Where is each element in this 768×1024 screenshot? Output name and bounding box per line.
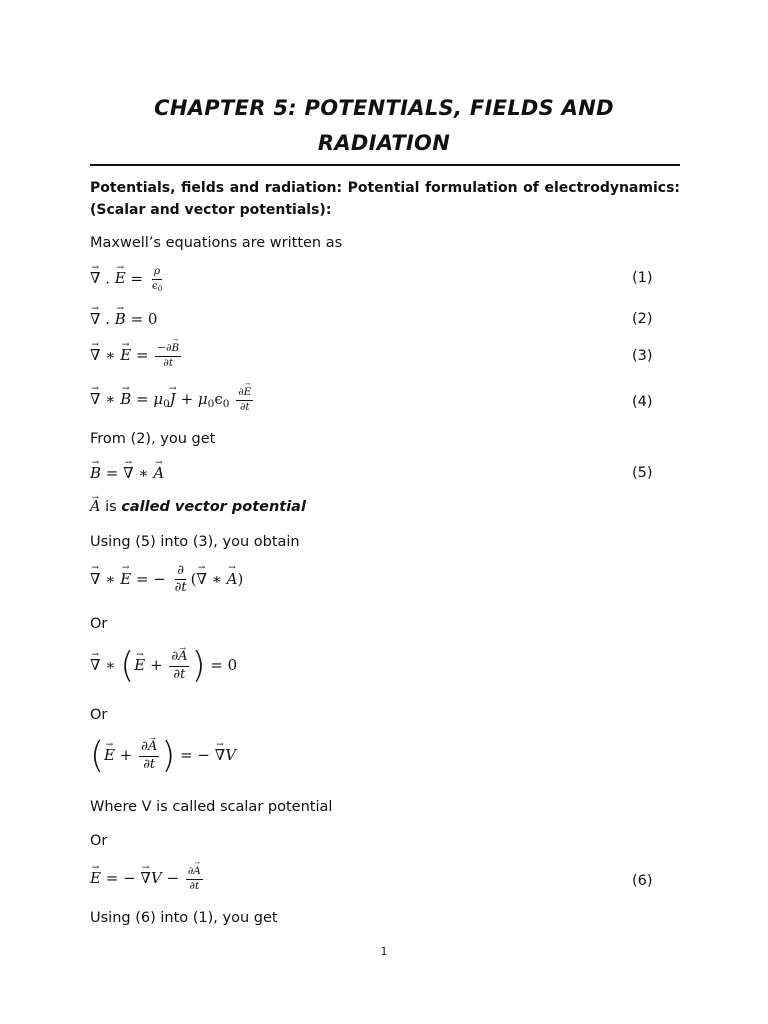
vector-potential-prefix: is bbox=[105, 499, 117, 515]
using-6-into-1-text: Using (6) into (1), you get bbox=[90, 910, 278, 926]
page-number: 1 bbox=[380, 945, 388, 958]
equation-curl-e-derivation: ∇ → ∗ E → = − $\frac{\partial}{\partial t}$ (∇ → ∗ A →) bbox=[90, 564, 243, 596]
vector-potential-definition: A → is called vector potential bbox=[90, 499, 306, 515]
section-heading-line-2: (Scalar and vector potentials): bbox=[90, 202, 332, 218]
equation-number-3: (3) bbox=[632, 348, 653, 364]
title-underline bbox=[90, 164, 680, 166]
maxwell-intro-text: Maxwell’s equations are written as bbox=[90, 235, 343, 251]
vector-potential-label: called vector potential bbox=[121, 499, 306, 515]
scalar-potential-text: Where V is called scalar potential bbox=[90, 799, 333, 815]
chapter-title-line-2: RADIATION bbox=[317, 131, 451, 155]
equation-number-4: (4) bbox=[632, 394, 653, 410]
using-5-into-3-text: Using (5) into (3), you obtain bbox=[90, 534, 300, 550]
equation-6: E → = − ∇ →V − $\frac{\partial A \to}{\partial t}$ bbox=[90, 866, 205, 892]
equation-gradient-v: (E → + $\frac{\partial A \to}{\partial t}$ ) = − ∇ →V bbox=[90, 738, 236, 774]
equation-curl-sum-zero: ∇ → ∗ (E → + $\frac{\partial A \to}{\partial t}$ ) = 0 bbox=[90, 648, 237, 684]
section-heading-line-1: Potentials, fields and radiation: Potential formulation of electrodynamics: bbox=[90, 180, 680, 196]
from-2-text: From (2), you get bbox=[90, 431, 216, 447]
or-text-3: Or bbox=[90, 833, 108, 849]
equation-number-6: (6) bbox=[632, 873, 653, 889]
equation-number-5: (5) bbox=[632, 465, 653, 481]
equation-4: ∇ → ∗ B → = $\mu_0J$ → + $\mu_0\epsilon_0$ $\frac{\partial E \to}{\partial t}$ bbox=[90, 387, 255, 413]
equation-3: ∇ → ∗ E → = $\frac{-\partial B \to}{\partial t}$ bbox=[90, 343, 183, 369]
or-text-1: Or bbox=[90, 616, 108, 632]
equation-number-2: (2) bbox=[632, 311, 653, 327]
chapter-title-line-1: CHAPTER 5: POTENTIALS, FIELDS AND bbox=[154, 96, 614, 120]
equation-2: ∇ → . B → = 0 bbox=[90, 310, 157, 328]
section-heading bbox=[90, 177, 680, 221]
equation-5: B → = ∇ → ∗ A → bbox=[90, 464, 164, 482]
equation-1: ∇ → . E → = $\frac{\rho}{\epsilon_0}$ bbox=[90, 266, 166, 293]
equation-number-1: (1) bbox=[632, 270, 653, 286]
or-text-2: Or bbox=[90, 707, 108, 723]
